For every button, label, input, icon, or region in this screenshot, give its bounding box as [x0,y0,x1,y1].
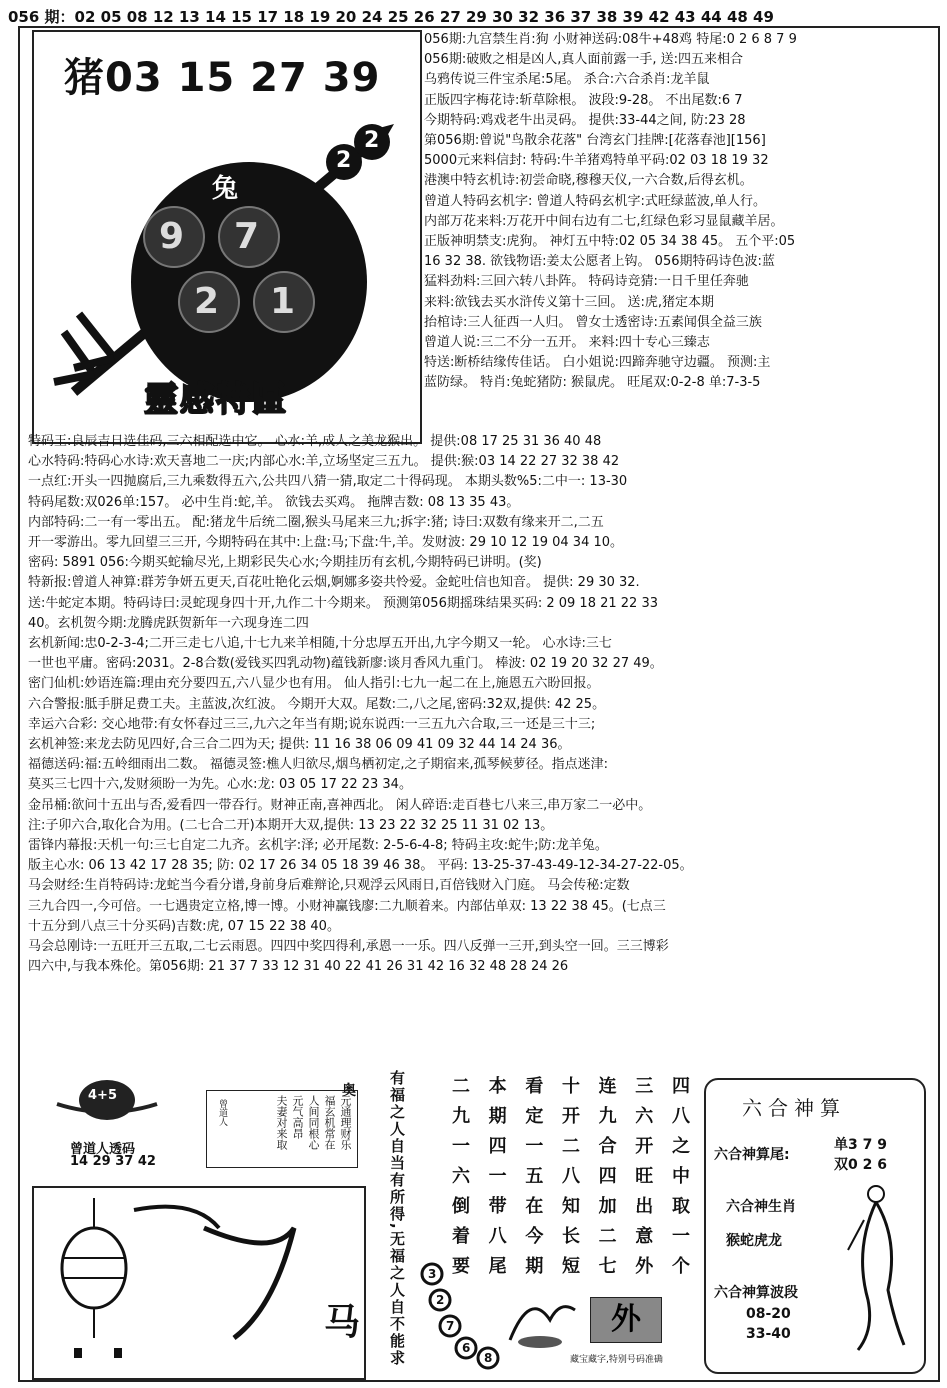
text-line: 特码尾数:双026单:157。 必中生肖:蛇,羊。 欲钱去买鸡。 拖牌吉数: 08 13 35 43。 [28,494,520,510]
arrow-number: 2 [364,128,380,153]
grid-cell: 本 [488,1076,507,1097]
text-line: 今期特码:鸡戏老牛出灵码。 提供:33-44之间, 防:23 28 [424,112,746,128]
cz-numbers: 14 29 37 42 [70,1154,156,1169]
text-line: 注:子卯六合,取化合为用。(二七合二开)本期开大双,提供: 13 23 22 32 25 11 31 02 13。 [28,817,554,833]
grid-cell: 出 [635,1196,654,1217]
grid-cell: 外 [635,1256,654,1277]
text-line: 一点红:开头一四抛腐后,三九乘数得五六,公共四八猜一猜,取定二十得码现。 本期头数%5:二中一: 13-30 [28,474,628,490]
horse-char: 马 [324,1302,361,1343]
cz-side-col: 元气高昂 [291,1095,304,1139]
text-line: 猛料劲料:三回六转八卦阵。 特码诗竞猜:一日千里任奔驰 [424,274,749,290]
grid-cell: 九 [598,1106,617,1127]
issue-header: 056 期：02 05 08 12 13 14 15 17 18 19 20 24 25 26 27 29 30 32 36 37 38 39 42 43 44 48 49 [8,8,774,26]
text-line: 玄机神签:来龙去防见四好,合三合二四为天; 提供: 11 16 38 06 09 41 09 32 44 14 24 36。 [28,737,571,753]
grid-cell: 二 [452,1076,470,1097]
liuhe-dan: 单3 7 9 [834,1137,887,1153]
text-line: 港澳中特玄机诗:初尝命晓,穆穆天仪,一六合数,后得玄机。 [424,173,753,189]
text-line: 曾道人特码玄机字: 曾道人特码玄机字:式旺绿蓝波,单人行。 [424,193,767,209]
text-line: 幸运六合彩: 交心地带:有女怀春过三三,九六之年当有期;说东说西:一三五九六合取,三一还是三十三; [28,716,596,732]
grid-cell: 四 [671,1076,690,1097]
liuhe-sx-value: 猴蛇虎龙 [726,1233,782,1249]
text-line: 福德送码:福:五岭细雨出二数。 福德灵签:樵人归欲尽,烟鸟栖初定,之子期宿来,孤琴候萝径。指点迷津: [28,757,609,773]
grid-cell: 短 [561,1256,580,1277]
liuhe-wei-label: 六合神算尾: [714,1147,790,1163]
text-line: 40。玄机贺今期:龙腾虎跃贺新年一六现身连二四 [28,615,309,631]
liuhe-wave-1: 08-20 [746,1306,791,1322]
grid-cell: 中 [671,1166,690,1187]
text-line: 四六中,与我本殊伦。第056期: 21 37 7 33 12 31 40 22 41 26 31 42 16 32 48 28 24 26 [28,959,569,975]
cz-side-col: 元通理财乐 [339,1095,352,1150]
text-line: 莫买三七四十六,发财须盼一为先。心水:龙: 03 05 17 22 23 34。 [28,777,412,793]
vertical-proverb: 有福之人自当有所得,无福之人自不能求 [388,1070,406,1367]
grid-cell: 合 [598,1136,617,1157]
grid-cell: 三 [635,1076,654,1097]
grid-cell: 连 [598,1076,617,1097]
grid-cell: 开 [561,1106,580,1127]
dragon-stroke [134,1207,219,1228]
text-line: 正版四字梅花诗:斩草除根。 波段:9-28。 不出尾数:6 7 [424,92,743,108]
text-line: 特码王:良辰吉日选佳码,三六相配选中它。 心水:羊,成人之美龙猴出。 提供:08 17 25 31 36 40 48 [28,434,602,449]
text-line: 密门仙机:妙语连篇:理由充分要四五,六八显少也有用。 仙人指引:七九一起二在上,施恩五六盼回报。 [28,676,600,692]
arrow-feather [79,314,114,358]
ball-number: 7 [234,216,260,257]
text-line: 056期:破败之相是凶人,真人面前露一手, 送:四五来相合 [424,52,743,68]
grid-cell: 一 [488,1166,507,1187]
ball-number: 2 [194,281,220,322]
lantern-foot [114,1348,122,1358]
lantern-art-box [32,1186,366,1380]
ball-label: 8 [484,1351,493,1365]
grid-cell: 倒 [452,1196,470,1217]
grid-row [446,1192,696,1222]
grid-cell: 八 [671,1106,690,1127]
text-line: 16 32 38. 欲钱物语:姜太公愿者上钩。 056期特码诗色波:蓝 [424,254,775,270]
grid-cell: 八 [488,1226,507,1247]
grid-cell: 四 [488,1136,507,1157]
grid-cell: 之 [671,1136,690,1157]
sage-figure-art [844,1180,914,1360]
main-text-block [28,432,934,977]
grid-cell: 意 [635,1226,654,1247]
grid-cell: 期 [525,1256,544,1277]
sage-head [868,1186,884,1202]
grid-cell: 看 [525,1076,544,1097]
cz-side-col: 夫妻对来取 [275,1095,288,1150]
grid-cell: 今 [525,1226,544,1247]
text-line: 密码: 5891 056:今期买蛇输尽光,上期彩民失心水;今期挂历有玄机,今期特码已讲明。(奖) [28,555,542,571]
text-line: 特送:断桥结缘传佳话。 白小姐说:四蹄奔驰守边疆。 预测:主 [424,355,771,371]
text-line: 马会总刚诗:一五旺开三五取,二七云雨恩。四四中奖四得利,承恩一一乐。四八反弹一三开,到头空一回。三三博彩 [28,939,669,955]
grid-row [446,1072,696,1102]
logo-box [32,30,422,444]
ball-label: 2 [436,1293,445,1307]
lantern-shape [62,1228,126,1308]
ball-number: 9 [159,216,185,257]
sage-robe [876,1202,904,1345]
text-line: 金吊桶:欲问十五出与否,爱看四一带吞行。财神正南,喜神西北。 闲人碎语:走百巷七八来三,串万家二一必中。 [28,797,652,813]
liuhe-wave-2: 33-40 [746,1326,791,1342]
cz-side-label: 曾道人 [217,1099,227,1126]
grid-cell: 旺 [635,1166,654,1187]
rabbit-char: 兔 [212,174,239,204]
text-line: 十五分到八点三十分买码)吉数:虎, 07 15 22 38 40。 [28,918,340,934]
liuhe-sx-label: 六合神生肖 [726,1199,796,1215]
ball-label: 7 [446,1319,455,1333]
grid-cell: 带 [488,1196,507,1217]
text-line: 一世也平庸。密码:2031。2-8合数(爱钱买四乳动物)蕴钱新廖:谈月香风九重门。 棒波: 02 19 20 32 27 49。 [28,656,663,672]
sage-arm [848,1220,864,1250]
text-line: 抬棺诗:三人征西一人归。 曾女士透密诗:五素闻俱全益三族 [424,314,762,330]
cz-title: 曾道人透码 [70,1142,136,1157]
text-line: 六合警报:胝手胼足费工夫。主蓝波,次红波。 今期开大双。尾数:二,八之尾,密码:32双,提供: 42 25。 [28,696,606,712]
grid-row [446,1222,696,1252]
grid-cell: 要 [452,1256,470,1277]
lantern-foot [74,1348,82,1358]
grid-cell: 九 [452,1106,470,1127]
text-line: 马会财经:生肖特码诗:龙蛇当今看分谱,身前身后难辩论,只观浮云风雨日,百倍钱财入门庭。 马会传秘:定数 [28,878,630,894]
grid-cell: 个 [671,1256,690,1277]
grid-row [446,1162,696,1192]
grid-cell: 六 [635,1106,654,1127]
grid-cell: 长 [561,1226,580,1247]
pig-numbers: 猪03 15 27 39 [64,55,381,101]
liuhe-title: 六合神算 [742,1096,846,1120]
ball-number: 1 [270,281,296,322]
text-line: 乌鸦传说三件宝杀尾:5尾。 杀合:六合杀肖:龙羊鼠 [424,72,710,88]
badge-text: 4+5 [88,1088,117,1103]
grid-row [446,1132,696,1162]
grid-cell: 取 [671,1196,690,1217]
text-line: 雷锋内幕报:天机一句:三七自定二九齐。玄机字:泽; 必开尾数: 2-5-6-4-8; 特码主攻:蛇牛;防:龙羊兔。 [28,838,608,854]
liuhe-shuang: 双0 2 6 [834,1157,887,1173]
figure-stroke [204,1228,294,1338]
vase-stroke [510,1307,575,1340]
cz-corner-char: 奥 [342,1083,356,1099]
logo-caption: 靈感特區 [144,380,288,420]
text-line: 心水特码:特码心水诗:欢天喜地二一庆;内部心水:羊,立场坚定三五九。 提供:猴:03 14 22 27 32 38 42 [28,454,620,470]
cz-side-box [206,1090,358,1168]
text-line: 来料:欲钱去买水浒传义第十三回。 送:虎,猪定本期 [424,294,715,310]
grid-cell: 四 [598,1166,617,1187]
grid-cell: 一 [525,1136,544,1157]
grid-cell: 六 [452,1166,470,1187]
grid-cell: 八 [561,1166,580,1187]
lottery-balls [420,1262,510,1372]
wai-caption: 藏宝藏字,特别号码准确 [570,1355,663,1365]
grid-cell: 在 [525,1196,544,1217]
text-line: 开一零游出。零九回望三三开, 今期特码在其中:上盘:马;下盘:牛,羊。发财波: 29 10 12 19 04 34 10。 [28,535,624,551]
text-line: 蓝防绿。 特肖:兔蛇猪防: 猴鼠虎。 旺尾双:0-2-8 单:7-3-5 [424,375,761,391]
lantern-art [34,1188,364,1378]
text-line: 内部万花来料:万花开中间右边有二七,红绿色彩习显鼠藏羊居。 [424,213,784,229]
vase-art [500,1280,580,1350]
vase-base [518,1336,562,1348]
cz-side-col: 福玄机常在 [323,1095,336,1150]
grid-cell: 七 [598,1256,617,1277]
grid-cell: 一 [452,1136,470,1157]
zeng-daoren-box [32,1070,212,1170]
liuhe-box [704,1078,926,1374]
cz-side-col: 人间同根心 [307,1095,320,1150]
grid-cell: 定 [525,1106,544,1127]
arrow-number: 2 [336,148,352,173]
grid-cell: 十 [561,1076,580,1097]
text-line: 玄机新闻:忠0-2-3-4;二开三走七八追,十七九来羊相随,十分忠厚五开出,九字今期又一轮。 心水诗:三七 [28,636,612,652]
liuhe-wave-label: 六合神算波段 [714,1285,798,1301]
text-line: 送:牛蛇定本期。特码诗曰:灵蛇现身四十开,九作二十今期来。 预测第056期摇珠结果买码: 2 09 18 21 22 33 [28,595,658,611]
right-text-block [424,30,930,394]
grid-cell: 期 [488,1106,507,1127]
grid-cell: 知 [561,1196,580,1217]
grid-cell: 一 [671,1226,690,1247]
text-line: 5000元来料信封: 特码:牛羊猪鸡特单平码:02 03 18 19 32 [424,153,769,169]
text-line: 版主心水: 06 13 42 17 28 35; 防: 02 17 26 34 05 18 39 46 38。 平码: 13-25-37-43-49-12-34-27-22-05。 [28,858,693,874]
grid-cell: 尾 [488,1256,507,1277]
text-line: 特新报:曾道人神算:群芳争妍五更天,百花吐艳化云烟,婀娜多姿共怜爱。金蛇吐信也知音。 提供: 29 30 32. [28,575,640,591]
grid-cell: 五 [525,1166,544,1187]
grid-cell: 加 [598,1196,617,1217]
wai-box: 外 [590,1297,662,1343]
grid-row [446,1102,696,1132]
grid-cell: 开 [635,1136,654,1157]
text-line: 曾道人说:三二不分一五开。 来料:四十专心三臻志 [424,335,710,351]
text-line: 内部特码:二一有一零出五。 配:猪龙牛后统二圈,猴头马尾来三九;拆字:猪; 诗曰:双数有缘来开二,二五 [28,514,604,530]
black-egg [131,162,367,402]
grid-cell: 着 [452,1226,470,1247]
character-grid [446,1072,696,1282]
text-line: 三九合四一,今可倍。一七遇贵定立格,博一博。小财神赢钱廖:二九顺着来。内部估单双: 13 22 38 45。(七点三 [28,898,666,914]
text-line: 第056期:曾说"鸟散余花落" 台湾玄门挂牌:[花落春池][156] [424,133,766,149]
text-line: 056期:九宫禁生肖:狗 小财神送码:08牛+48鸡 特尾:0 2 6 8 7 9 [424,32,797,47]
text-line: 正版神明禁支:虎狗。 神灯五中特:02 05 34 38 45。 五个平:05 [424,234,796,250]
ball-label: 6 [462,1341,471,1355]
ball-label: 3 [428,1267,437,1281]
grid-cell: 二 [598,1226,617,1247]
grid-cell: 二 [561,1136,580,1157]
badge-art [32,1070,212,1130]
